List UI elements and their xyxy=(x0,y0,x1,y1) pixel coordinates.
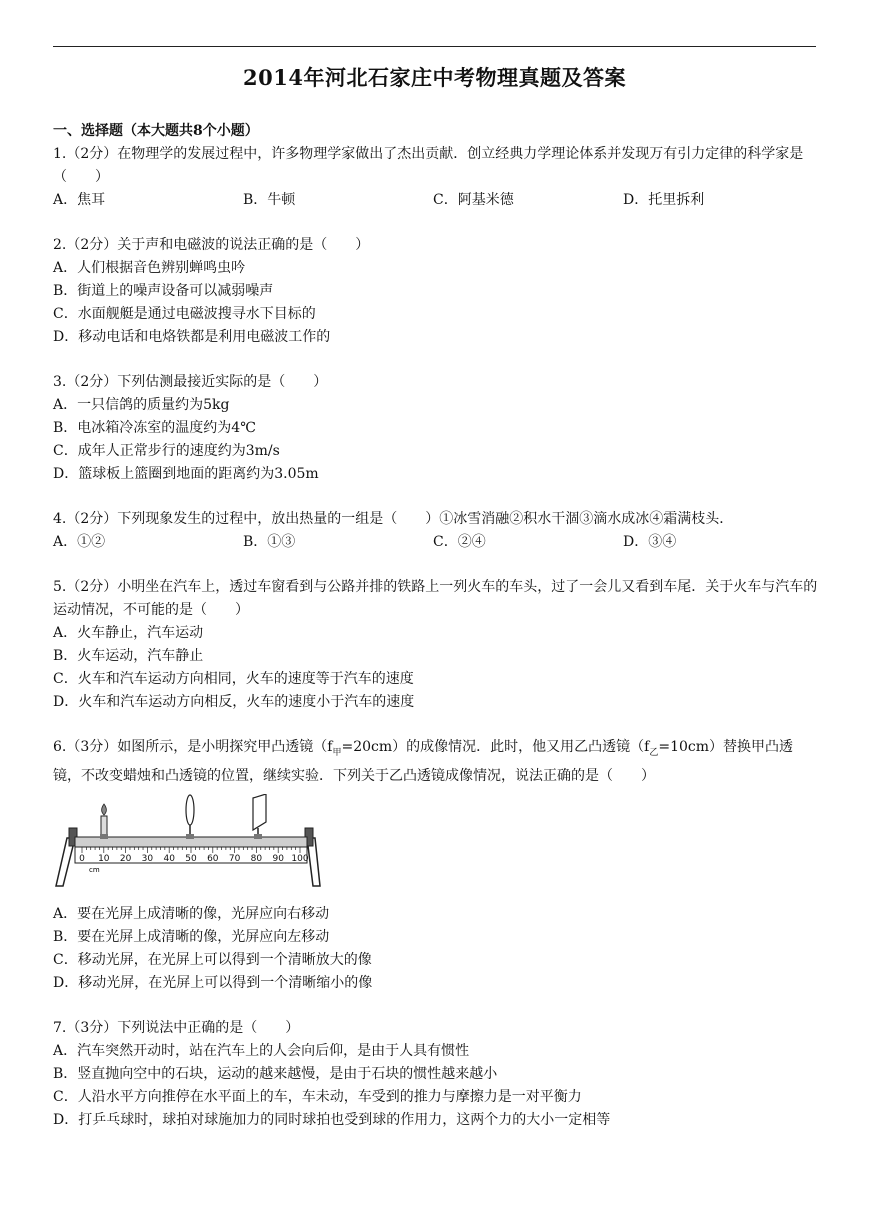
exam-content xyxy=(53,120,819,1132)
option-c[interactable]: C．移动光屏，在光屏上可以得到一个清晰放大的像 xyxy=(53,951,372,968)
ruler-tick-label: 40 xyxy=(163,853,175,864)
page-title: 2014年河北石家庄中考物理真题及答案 xyxy=(243,65,626,90)
option-d[interactable]: D．③④ xyxy=(623,534,677,550)
option-b[interactable]: B．街道上的噪声设备可以减弱噪声 xyxy=(53,283,274,299)
option-c[interactable]: C．阿基米德 xyxy=(433,192,514,208)
option-a[interactable]: A．焦耳 xyxy=(53,192,106,208)
option-b[interactable]: B．竖直抛向空中的石块，运动的越来越慢，是由于石块的惯性越来越小 xyxy=(53,1065,498,1082)
option-c[interactable]: C．水面舰艇是通过电磁波搜寻水下目标的 xyxy=(53,306,316,322)
question-3: 3.（2分）下列估测最接近实际的是（ ） xyxy=(53,374,328,390)
option-b[interactable]: B．电冰箱冷冻室的温度约为4℃ xyxy=(53,420,256,436)
question-5: 5.（2分）小明坐在汽车上，透过车窗看到与公路并排的铁路上一列火车的车头，过了一会儿又看到车尾．关于火车与汽车的运动情况，不可能的是（ ） xyxy=(53,579,818,618)
option-d[interactable]: D．移动电话和电烙铁都是利用电磁波工作的 xyxy=(53,329,331,345)
ruler-tick-label: 30 xyxy=(141,853,154,864)
light-screen xyxy=(253,794,266,839)
option-a[interactable]: A．一只信鸽的质量约为5kg xyxy=(53,397,230,413)
option-b[interactable]: B．①③ xyxy=(243,534,296,550)
question-1: 1.（2分）在物理学的发展过程中，许多物理学家做出了杰出贡献．创立经典力学理论体系并发现万有引力定律的科学家是（ ） xyxy=(53,146,804,185)
ruler-unit: cm xyxy=(89,865,100,874)
candle xyxy=(100,804,108,839)
option-a[interactable]: A．火车静止，汽车运动 xyxy=(53,625,204,641)
option-d[interactable]: D．篮球板上篮圈到地面的距离约为3.05m xyxy=(53,466,319,482)
option-c[interactable]: C．成年人正常步行的速度约为3m/s xyxy=(53,443,280,459)
ruler-tick-label: 0 xyxy=(79,853,85,864)
question-4-options xyxy=(53,531,819,554)
convex-lens xyxy=(186,795,194,839)
option-d[interactable]: D．移动光屏，在光屏上可以得到一个清晰缩小的像 xyxy=(53,974,373,991)
ruler-tick-label: 60 xyxy=(207,853,219,864)
ruler-tick-label: 10 xyxy=(98,853,110,864)
option-d[interactable]: D．托里拆利 xyxy=(623,192,705,208)
ruler-tick-label: 100 xyxy=(291,853,309,864)
option-c[interactable]: C．火车和汽车运动方向相同，火车的速度等于汽车的速度 xyxy=(53,671,414,687)
question-6: 6.（3分）如图所示，是小明探究甲凸透镜$(f_甲=20cm)$的成像情况．此时，他又用乙凸透镜$(f_乙=10cm)$替换甲凸透镜，不改变蜡烛和凸透镜的位置，继续实验．下列关于乙凸透镜成像情况，说法正确的是（ ） xyxy=(53,739,794,784)
option-d[interactable]: D．打乒乓球时，球拍对球施加力的同时球拍也受到球的作用力，这两个力的大小一定相等 xyxy=(53,1111,611,1128)
option-a[interactable]: A．要在光屏上成清晰的像，光屏应向右移动 xyxy=(53,905,330,922)
option-c[interactable]: C．②④ xyxy=(433,534,486,550)
header-rule xyxy=(53,46,816,47)
optical-bench-figure xyxy=(53,794,819,899)
option-d[interactable]: D．火车和汽车运动方向相反，火车的速度小于汽车的速度 xyxy=(53,694,415,710)
question-1-options xyxy=(53,189,819,212)
option-c[interactable]: C．人沿水平方向推停在水平面上的车，车未动，车受到的推力与摩擦力是一对平衡力 xyxy=(53,1088,582,1105)
option-a[interactable]: A．①② xyxy=(53,534,106,550)
section-heading: 一、选择题（本大题共8个小题） xyxy=(53,123,259,139)
ruler-tick-label: 20 xyxy=(119,853,132,864)
question-7: 7.（3分）下列说法中正确的是（ ） xyxy=(53,1019,300,1036)
ruler-tick-label: 90 xyxy=(272,853,284,864)
option-b[interactable]: B．火车运动，汽车静止 xyxy=(53,648,204,664)
option-a[interactable]: A．汽车突然开动时，站在汽车上的人会向后仰，是由于人具有惯性 xyxy=(53,1042,470,1059)
ruler-tick-label: 50 xyxy=(185,853,197,864)
ruler-tick-label: 80 xyxy=(250,853,263,864)
optical-bench-diagram xyxy=(53,794,323,894)
question-4: 4.（2分）下列现象发生的过程中，放出热量的一组是（ ）①冰雪消融②积水干涸③滴水成冰④霜满枝头． xyxy=(53,511,734,527)
ruler-tick-label: 70 xyxy=(228,853,241,864)
option-a[interactable]: A．人们根据音色辨别蝉鸣虫吟 xyxy=(53,260,246,276)
option-b[interactable]: B．牛顿 xyxy=(243,192,296,208)
option-b[interactable]: B．要在光屏上成清晰的像，光屏应向左移动 xyxy=(53,928,330,945)
question-2: 2.（2分）关于声和电磁波的说法正确的是（ ） xyxy=(53,237,370,253)
